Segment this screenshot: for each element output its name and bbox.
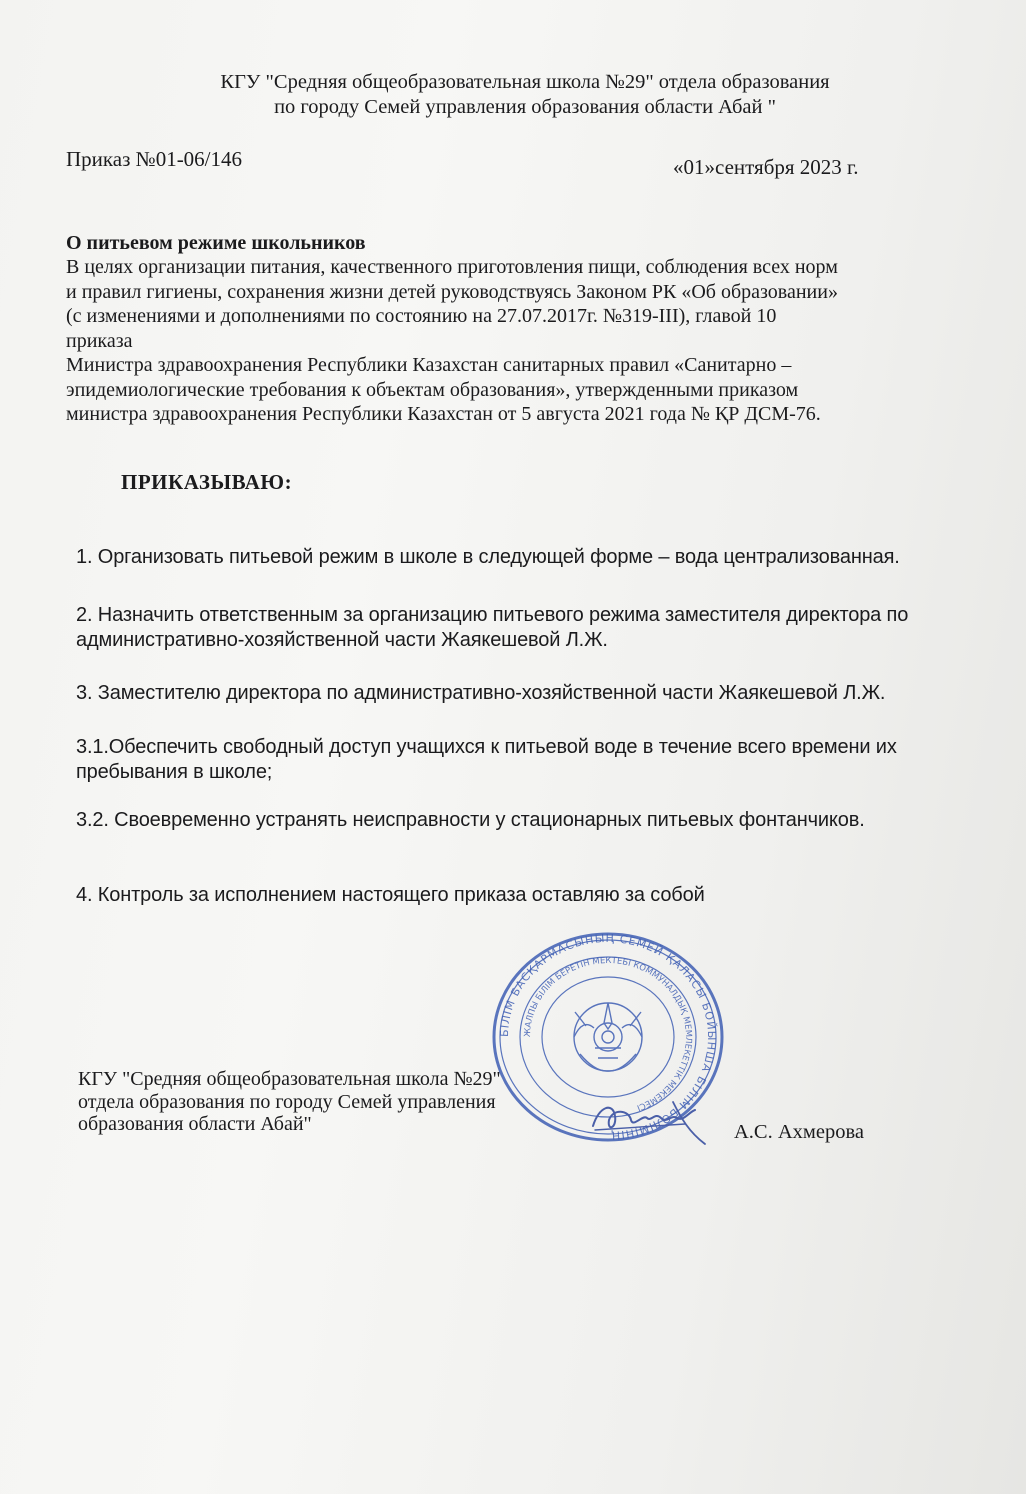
- preamble-line: Министра здравоохранения Республики Казахстан санитарных правил «Санитарно –: [66, 354, 792, 376]
- signature-organization: [78, 1068, 501, 1136]
- preamble-line: (с изменениями и дополнениями по состоянию на 27.07.2017г. №319-III), главой 10: [66, 305, 777, 327]
- handwritten-signature: [585, 1088, 715, 1148]
- order-item-1: 1. Организовать питьевой режим в школе в следующей форме – вода централизованная.: [76, 546, 900, 568]
- order-item-3-1-line-2: пребывания в школе;: [76, 761, 273, 783]
- command-heading: ПРИКАЗЫВАЮ:: [121, 470, 293, 494]
- signature-org-line: КГУ "Средняя общеобразовательная школа №29": [78, 1068, 501, 1090]
- order-date: «01»сентября 2023 г.: [673, 155, 859, 179]
- signer-name: А.С. Ахмерова: [734, 1121, 864, 1143]
- order-item-2-line-1: 2. Назначить ответственным за организацию питьевого режима заместителя директора по: [76, 604, 909, 626]
- order-item-3-2: 3.2. Своевременно устранять неисправности у стационарных питьевых фонтанчиков.: [76, 809, 865, 831]
- order-item-3-1-line-1: 3.1.Обеспечить свободный доступ учащихся к питьевой воде в течение всего времени их: [76, 736, 897, 758]
- signature-org-line: образования области Абай": [78, 1113, 312, 1135]
- header-line-2: по городу Семей управления образования области Абай ": [274, 96, 776, 118]
- order-item-2-line-2: административно-хозяйственной части Жаякешевой Л.Ж.: [76, 629, 608, 651]
- preamble-line: и правил гигиены, сохранения жизни детей руководствуясь Законом РК «Об образовании»: [66, 280, 838, 303]
- preamble-line: В целях организации питания, качественного приготовления пищи, соблюдения всех норм: [66, 256, 838, 278]
- document-header: [130, 70, 920, 120]
- preamble-line: эпидемиологические требования к объектам образования», утвержденными приказом: [66, 378, 799, 401]
- order-item-3-1: [76, 735, 956, 785]
- order-item-3: 3. Заместителю директора по административно-хозяйственной части Жаякешевой Л.Ж.: [76, 682, 886, 704]
- order-subject: О питьевом режиме школьников: [66, 232, 366, 254]
- header-line-1: КГУ "Средняя общеобразовательная школа №29" отдела образования: [220, 71, 830, 93]
- order-item-2: [76, 603, 956, 653]
- preamble-line: приказа: [66, 329, 133, 352]
- order-item-4: 4. Контроль за исполнением настоящего приказа оставляю за собой: [76, 884, 705, 906]
- state-emblem-icon: [574, 1003, 642, 1071]
- stamp-inner-text: ЖАЛПЫ БІЛІМ БЕРЕТІН МЕКТЕБІ КОММУНАЛДЫҚ МЕМЛЕКЕТТІК МЕКЕМЕСІ: [522, 955, 694, 1113]
- order-number: Приказ №01-06/146: [66, 147, 243, 171]
- preamble: [66, 255, 961, 427]
- preamble-line: министра здравоохранения Республики Казахстан от 5 августа 2021 года № ҚР ДСМ-76.: [66, 403, 821, 425]
- signature-org-line: отдела образования по городу Семей управления: [78, 1090, 496, 1113]
- stamp-outer-text: БІЛІМ БАСҚАРМАСЫНЫҢ СЕМЕЙ ҚАЛАСЫ БОЙЫНША БІЛІМ БӨЛІМІНІҢ: [497, 931, 719, 1143]
